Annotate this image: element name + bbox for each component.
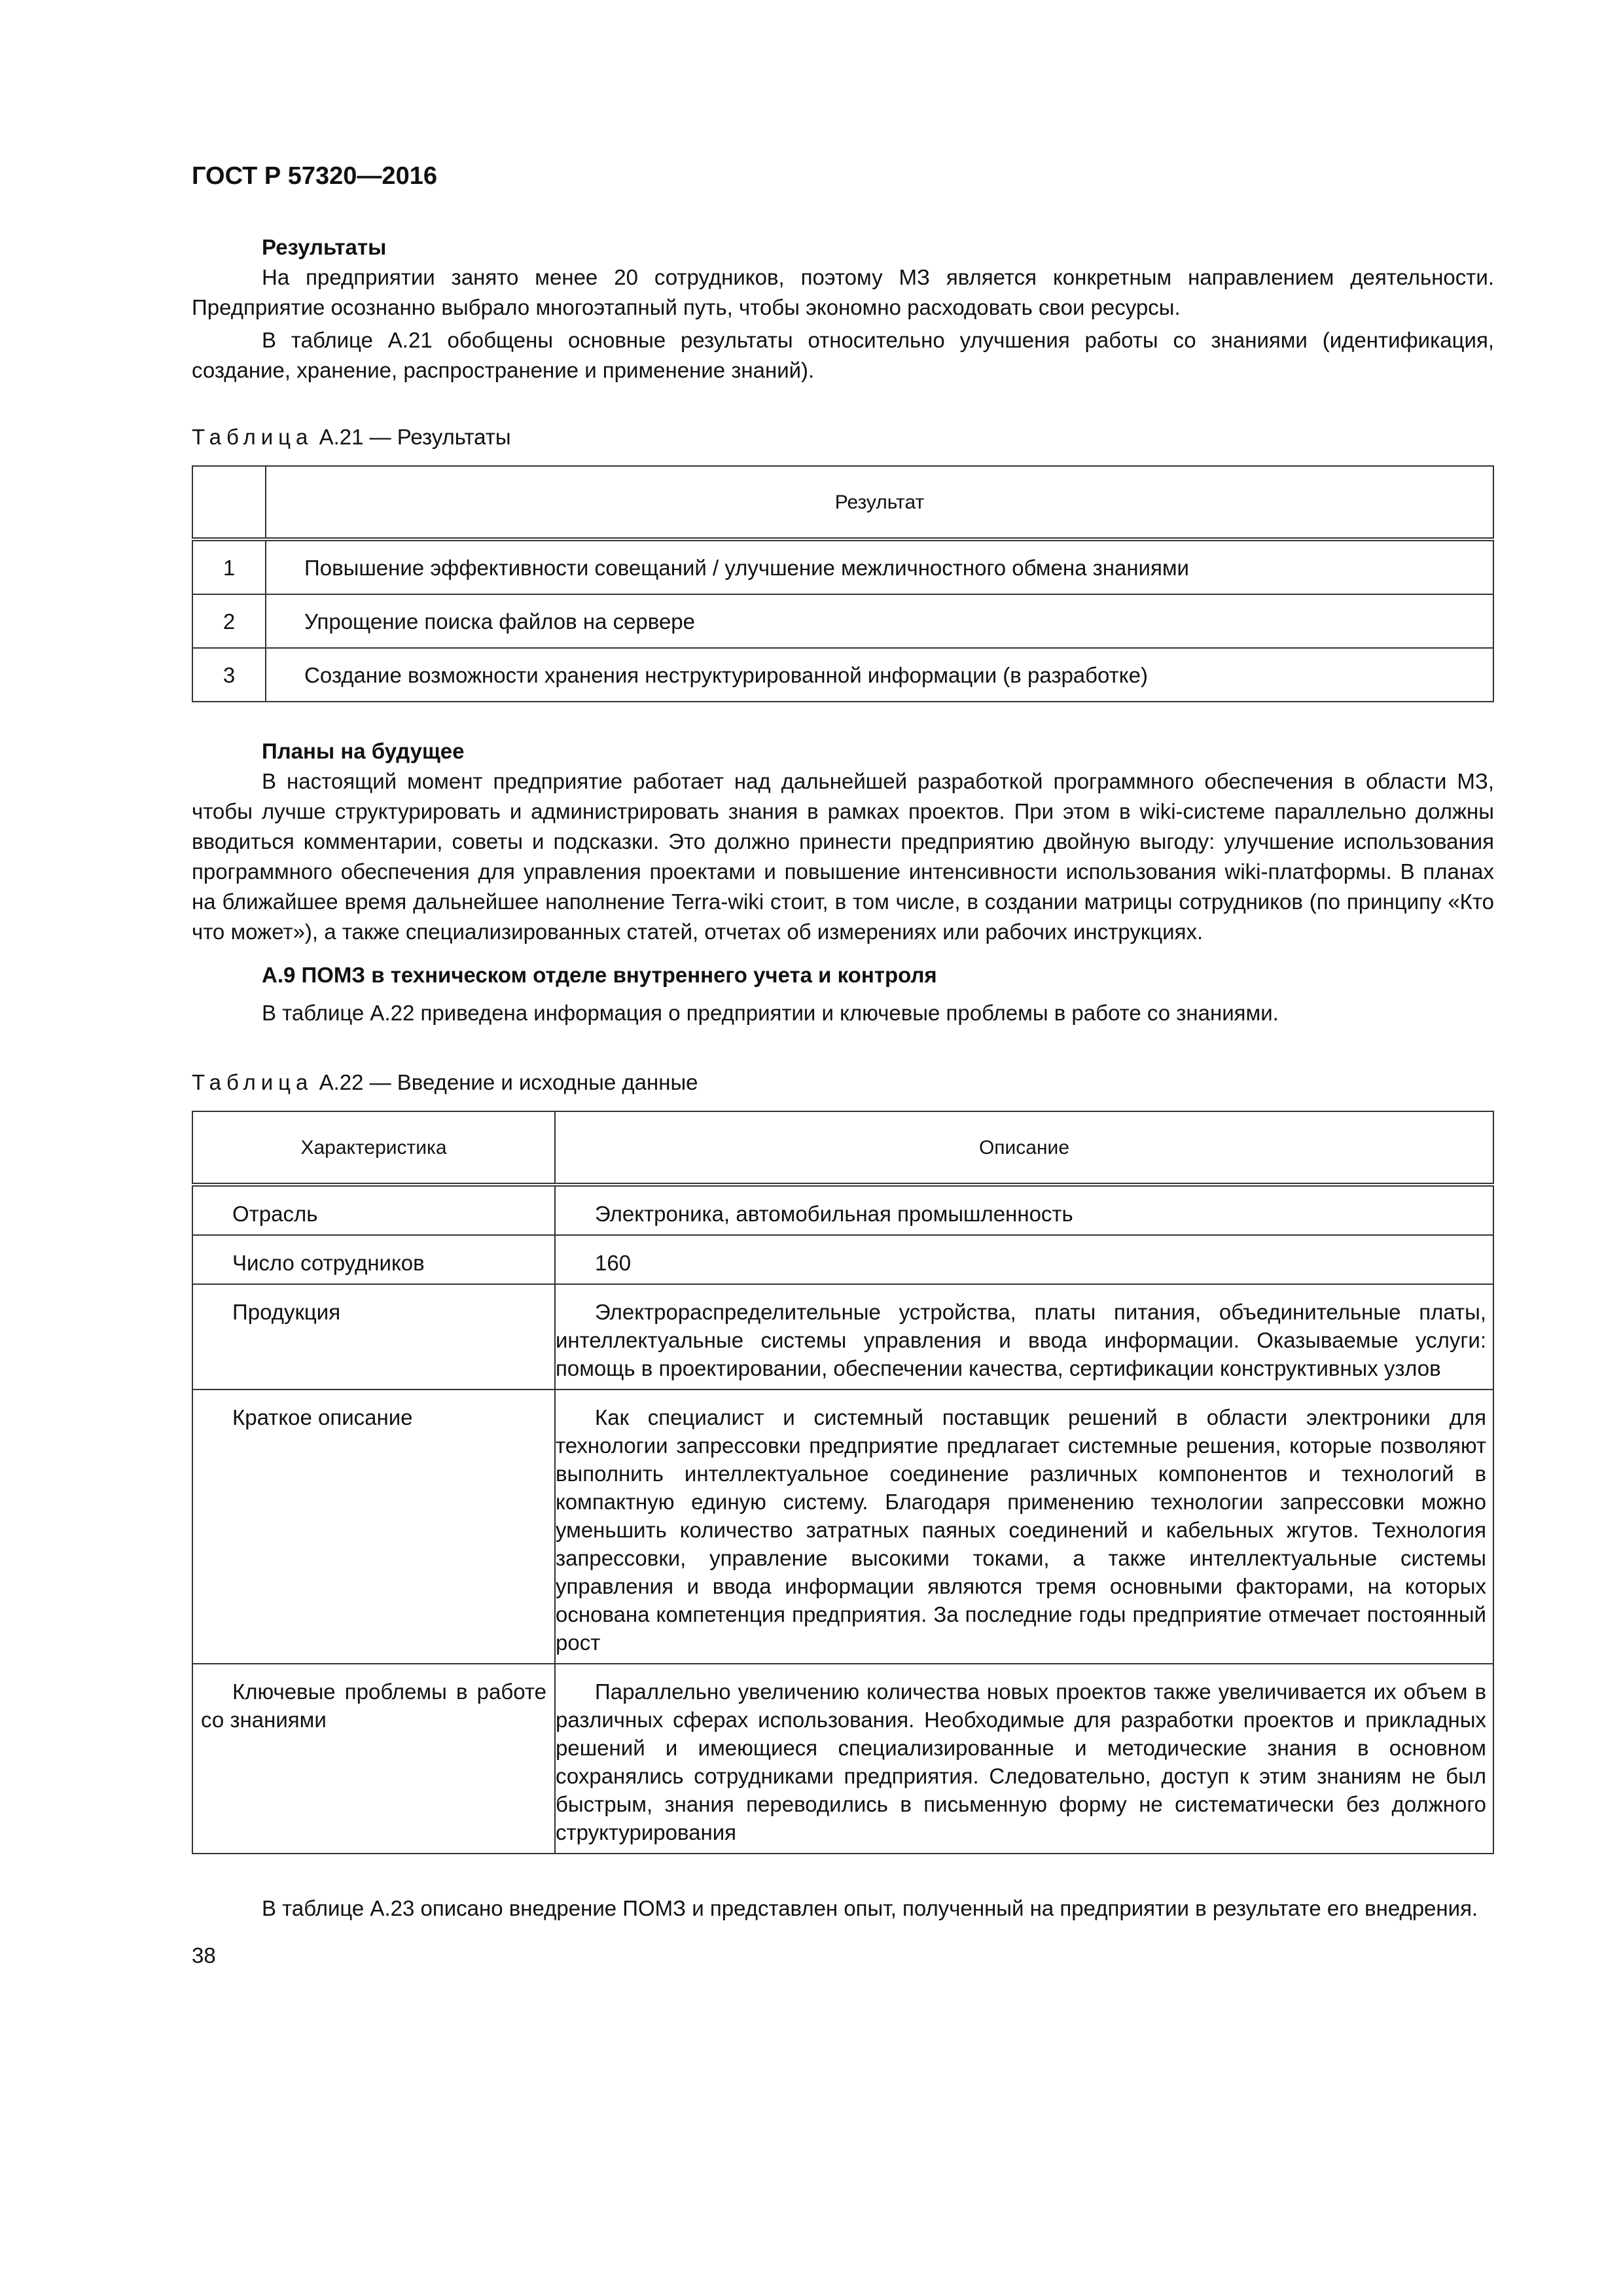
results-heading: Результаты	[262, 235, 387, 259]
closing-paragraph: В таблице А.23 описано внедрение ПОМЗ и представлен опыт, полученный на предприятии в результате его внедрения.	[262, 1896, 1478, 1920]
header-result-cell: Результат	[266, 466, 1493, 539]
row-number: 3	[192, 648, 266, 702]
table22-caption-rest: А.22 — Введение и исходные данные	[319, 1070, 698, 1094]
description-text: Параллельно увеличению количества новых проектов также увеличивается их объем в различных сферах использования. Необходимые для разработки проектов и прикладных решений и имеющиеся специализированные и методические знания в основном сохранялись сотрудниками предприятия. Следовательно, доступ к этим знаниям не был быстрым, знания переводились в письменную форму не систематически без должного структурирования	[556, 1679, 1486, 1844]
table-row	[192, 1284, 1493, 1390]
description-text: Электрораспределительные устройства, платы питания, объединительные платы, интеллектуальные системы управления и ввода информации. Оказываемые услуги: помощь в проектировании, обеспечении качества, сертификации конструктивных узлов	[556, 1300, 1486, 1380]
description-text: Электроника, автомобильная промышленность	[595, 1202, 1073, 1226]
row-description	[555, 1664, 1493, 1854]
description-text: 160	[595, 1251, 632, 1275]
header-characteristic-cell: Характеристика	[192, 1111, 555, 1185]
characteristic-text: Ключевые проблемы в работе со знаниями	[201, 1679, 546, 1732]
header-description-cell: Описание	[555, 1111, 1493, 1185]
section-a9	[192, 960, 1494, 1028]
row-number: 2	[192, 594, 266, 648]
header-number-cell	[192, 466, 266, 539]
table-row	[192, 1235, 1493, 1284]
table21-caption-word: Таблица	[192, 425, 313, 449]
standard-header: ГОСТ Р 57320—2016	[192, 162, 437, 190]
description-text: Как специалист и системный поставщик решений в области электроники для технологии запрессовки предприятие предлагает системные решения, которые позволяют выполнить интеллектуальное соединение различных компонентов и технологий в компактную единую систему. Благодаря применению технологии запрессовки можно уменьшить количество затратных паяных соединений и кабельных жгутов. Технология запрессовки, управление высокими токами, а также интеллектуальные системы управления и ввода информации являются тремя основными факторами, на которых основана компетенция предприятия. За последние годы предприятие отмечает постоянный рост	[556, 1405, 1486, 1655]
table-header-row	[192, 1111, 1493, 1185]
characteristic-text: Число сотрудников	[232, 1251, 425, 1275]
table21-caption-rest: А.21 — Результаты	[319, 425, 511, 449]
table-row	[192, 1185, 1493, 1235]
table-row	[192, 648, 1493, 702]
results-paragraph-1: На предприятии занято менее 20 сотрудников, поэтому МЗ является конкретным направлением деятельности. Предприятие осознанно выбрало многоэтапный путь, чтобы экономно расходовать свои ресурсы.	[192, 265, 1494, 319]
table-row	[192, 594, 1493, 648]
row-description	[555, 1284, 1493, 1390]
document-page	[192, 162, 1494, 1968]
row-characteristic	[192, 1185, 555, 1235]
results-table	[192, 465, 1494, 702]
row-characteristic	[192, 1664, 555, 1854]
section-a9-heading: А.9 ПОМЗ в техническом отделе внутреннего учета и контроля	[262, 963, 937, 987]
plans-heading: Планы на будущее	[262, 739, 465, 763]
characteristic-text: Краткое описание	[232, 1405, 413, 1429]
table22-caption	[192, 1067, 1494, 1098]
table21-caption	[192, 422, 1494, 452]
intro-data-table	[192, 1111, 1494, 1854]
characteristic-text: Отрасль	[232, 1202, 318, 1226]
results-paragraph-2: В таблице А.21 обобщены основные результаты относительно улучшения работы со знаниями (идентификация, создание, хранение, распространение и применение знаний).	[192, 328, 1494, 382]
plans-paragraph: В настоящий момент предприятие работает над дальнейшей разработкой программного обеспечения в области МЗ, чтобы лучше структурировать и администрировать знания в рамках проектов. При этом в wiki-системе параллельно должны вводиться комментарии, советы и подсказки. Это должно принести предприятию двойную выгоду: улучшение использования программного обеспечения для управления проектами и повышение интенсивности использования wiki-платформы. В планах на ближайшее время дальнейшее наполнение Terra-wiki стоит, в том числе, в создании матрицы сотрудников (по принципу «Кто что может»), а также специализированных статей, отчетах об измерениях или рабочих инструкциях.	[192, 769, 1494, 944]
results-section	[192, 232, 1494, 386]
row-result: Упрощение поиска файлов на сервере	[266, 594, 1493, 648]
plans-section	[192, 736, 1494, 947]
row-characteristic	[192, 1235, 555, 1284]
table-header-row	[192, 466, 1493, 539]
section-a9-paragraph: В таблице А.22 приведена информация о предприятии и ключевые проблемы в работе со знаниями.	[262, 1001, 1279, 1025]
row-description	[555, 1185, 1493, 1235]
table22-caption-word: Таблица	[192, 1070, 313, 1094]
table-row	[192, 1664, 1493, 1854]
characteristic-text: Продукция	[232, 1300, 341, 1324]
row-characteristic	[192, 1284, 555, 1390]
row-characteristic	[192, 1390, 555, 1664]
row-number: 1	[192, 539, 266, 594]
row-result: Повышение эффективности совещаний / улучшение межличностного обмена знаниями	[266, 539, 1493, 594]
page-number: 38	[192, 1943, 216, 1967]
row-result: Создание возможности хранения неструктурированной информации (в разработке)	[266, 648, 1493, 702]
table-row	[192, 539, 1493, 594]
row-description	[555, 1235, 1493, 1284]
row-description	[555, 1390, 1493, 1664]
table-row	[192, 1390, 1493, 1664]
